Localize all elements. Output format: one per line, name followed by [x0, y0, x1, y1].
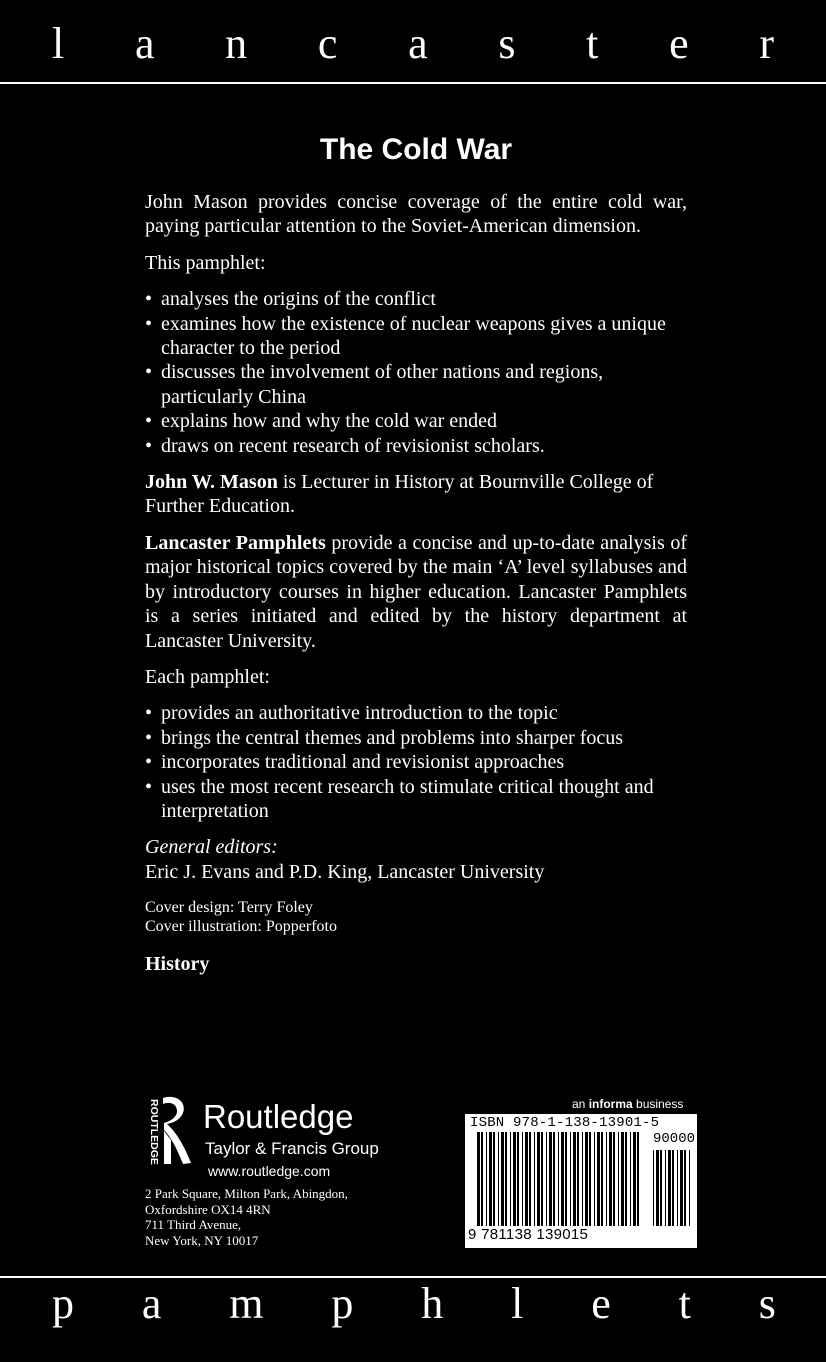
barcode-bar	[522, 1132, 523, 1226]
routledge-r-icon	[145, 1095, 195, 1167]
barcode-bar	[630, 1132, 631, 1226]
series-header-lancaster	[0, 19, 826, 102]
barcode-bar	[637, 1132, 639, 1226]
publisher-website: www.routledge.com	[208, 1163, 331, 1179]
barcode-bar	[597, 1132, 600, 1226]
barcode-bar	[553, 1132, 555, 1226]
publisher-name: Routledge	[203, 1098, 354, 1135]
cover-illustration-credit: Cover illustration: Popperfoto	[145, 918, 337, 936]
list-item: • analyses the origins of the conflict	[145, 287, 687, 311]
barcode-bar	[513, 1132, 516, 1226]
editors-label: General editors:	[145, 836, 278, 859]
header-letter: a	[408, 19, 428, 68]
barcode-bar	[558, 1132, 559, 1226]
barcode-bar	[656, 1150, 659, 1226]
series-paragraph	[145, 531, 687, 653]
list-item: • incorporates traditional and revisionist approaches	[145, 750, 687, 774]
header-letter: r	[759, 19, 774, 68]
address-line: 2 Park Square, Milton Park, Abingdon,	[145, 1186, 348, 1201]
barcode-bar	[577, 1132, 579, 1226]
barcode-bar	[549, 1132, 552, 1226]
footer-letter: m	[229, 1279, 264, 1328]
author-paragraph	[145, 470, 687, 519]
ean-number: 9 781138 139015	[468, 1226, 589, 1243]
barcode-bar	[501, 1132, 504, 1226]
header-letter: t	[586, 19, 599, 68]
publisher-group: Taylor & Francis Group	[205, 1139, 379, 1158]
barcode-bar	[589, 1132, 591, 1226]
pamphlet-lead: This pamphlet:	[145, 251, 266, 274]
each-lead: Each pamphlet:	[145, 665, 270, 688]
barcode-bar	[606, 1132, 607, 1226]
barcode-bar	[677, 1150, 678, 1226]
barcode-bar	[633, 1132, 636, 1226]
intro-paragraph: John Mason provides concise coverage of the entire cold war, paying particular attention to the Soviet-American dimension.	[145, 191, 687, 238]
logo-vertical-text: ROUTLEDGE	[148, 1099, 160, 1165]
barcode-bar	[689, 1150, 690, 1226]
barcode-bar	[486, 1132, 487, 1226]
pamphlet-points-list	[145, 287, 687, 458]
header-rule	[0, 82, 826, 84]
barcode-bar	[481, 1132, 483, 1226]
isbn-text: ISBN 978-1-138-13901-5	[470, 1115, 660, 1131]
barcode-bar	[601, 1132, 603, 1226]
informa-tagline: an informa business	[572, 1097, 684, 1111]
header-letter: l	[52, 19, 65, 68]
list-item: • explains how and why the cold war ended	[145, 409, 687, 433]
address-line: Oxfordshire OX14 4RN	[145, 1201, 271, 1217]
list-item: • draws on recent research of revisionist scholars.	[145, 434, 687, 458]
barcode-bar	[625, 1132, 627, 1226]
barcode-bar	[493, 1132, 495, 1226]
header-letter: n	[225, 19, 248, 68]
header-letter: s	[498, 19, 516, 68]
list-item: • uses the most recent research to stimulate critical thought and interpretation	[145, 775, 687, 824]
barcode-bar	[565, 1132, 567, 1226]
barcode-bar	[477, 1132, 480, 1226]
barcode-bar	[541, 1132, 543, 1226]
footer-letter: s	[758, 1279, 776, 1328]
list-item: • examines how the existence of nuclear weapons gives a unique character to the period	[145, 312, 687, 361]
isbn-barcode	[465, 1114, 697, 1248]
barcode-bar	[660, 1150, 662, 1226]
barcode-bar	[672, 1150, 674, 1226]
barcode-bar	[582, 1132, 583, 1226]
barcode-bar	[618, 1132, 619, 1226]
list-item: • brings the central themes and problems into sharper focus	[145, 726, 687, 750]
series-description: provide a concise and up-to-date analysis of major historical topics covered by the main ‘A’ level syllabuses and by introductory courses in higher education. Lancaster Pamphlets is a series initiated and edited by the history department at Lancaster University.	[145, 531, 687, 652]
series-footer-pamphlets	[0, 1279, 826, 1362]
author-name: John W. Mason	[145, 471, 278, 494]
header-letter: e	[669, 19, 689, 68]
barcode-bar	[665, 1150, 666, 1226]
author-bio: is Lecturer in History at Bournville College of Further Education.	[145, 471, 654, 518]
barcode-bar	[585, 1132, 588, 1226]
barcode-bar	[505, 1132, 507, 1226]
footer-rule	[0, 1276, 826, 1278]
barcode-bar	[546, 1132, 547, 1226]
barcode-bar	[573, 1132, 576, 1226]
barcode-bar	[613, 1132, 615, 1226]
barcode-bar	[684, 1150, 686, 1226]
footer-letter: p	[331, 1279, 354, 1328]
barcode-bar	[570, 1132, 571, 1226]
address-line: 711 Third Avenue,	[145, 1217, 242, 1232]
barcode-bar	[498, 1132, 499, 1226]
barcode-bar	[621, 1132, 624, 1226]
barcode-bar	[529, 1132, 531, 1226]
barcode-bar	[489, 1132, 492, 1226]
barcode-bar	[525, 1132, 528, 1226]
footer-letter: h	[421, 1279, 444, 1328]
book-title: The Cold War	[319, 133, 513, 166]
barcode-bar	[680, 1150, 683, 1226]
address-line: New York, NY 10017	[145, 1232, 259, 1248]
barcode-bar	[609, 1132, 612, 1226]
informa-brand: informa	[588, 1097, 633, 1111]
editors: Eric J. Evans and P.D. King, Lancaster University	[145, 860, 545, 883]
barcode-bar	[594, 1132, 595, 1226]
barcode-bar	[537, 1132, 540, 1226]
barcode-bar	[517, 1132, 519, 1226]
list-item: • discusses the involvement of other nations and regions, particularly China	[145, 360, 687, 409]
back-cover-text	[145, 132, 687, 977]
barcode-bar	[668, 1150, 671, 1226]
price-code: 90000	[653, 1131, 696, 1147]
footer-letter: t	[678, 1279, 691, 1328]
barcode-bar	[510, 1132, 511, 1226]
header-letter: c	[317, 19, 338, 68]
barcode-bar	[534, 1132, 535, 1226]
series-name: Lancaster Pamphlets	[145, 531, 326, 554]
subject-category: History	[145, 953, 210, 976]
footer-letter: a	[141, 1279, 162, 1328]
footer-letter: l	[511, 1279, 524, 1328]
list-item: • provides an authoritative introduction to the topic	[145, 701, 687, 725]
barcode-bar	[561, 1132, 564, 1226]
publisher-address	[145, 1186, 348, 1248]
barcode-bar	[653, 1150, 654, 1226]
footer-letter: p	[52, 1279, 74, 1328]
each-points-list	[145, 701, 687, 823]
header-letter: a	[134, 19, 155, 68]
footer-letter: e	[591, 1279, 611, 1328]
cover-design-credit: Cover design: Terry Foley	[145, 899, 313, 917]
